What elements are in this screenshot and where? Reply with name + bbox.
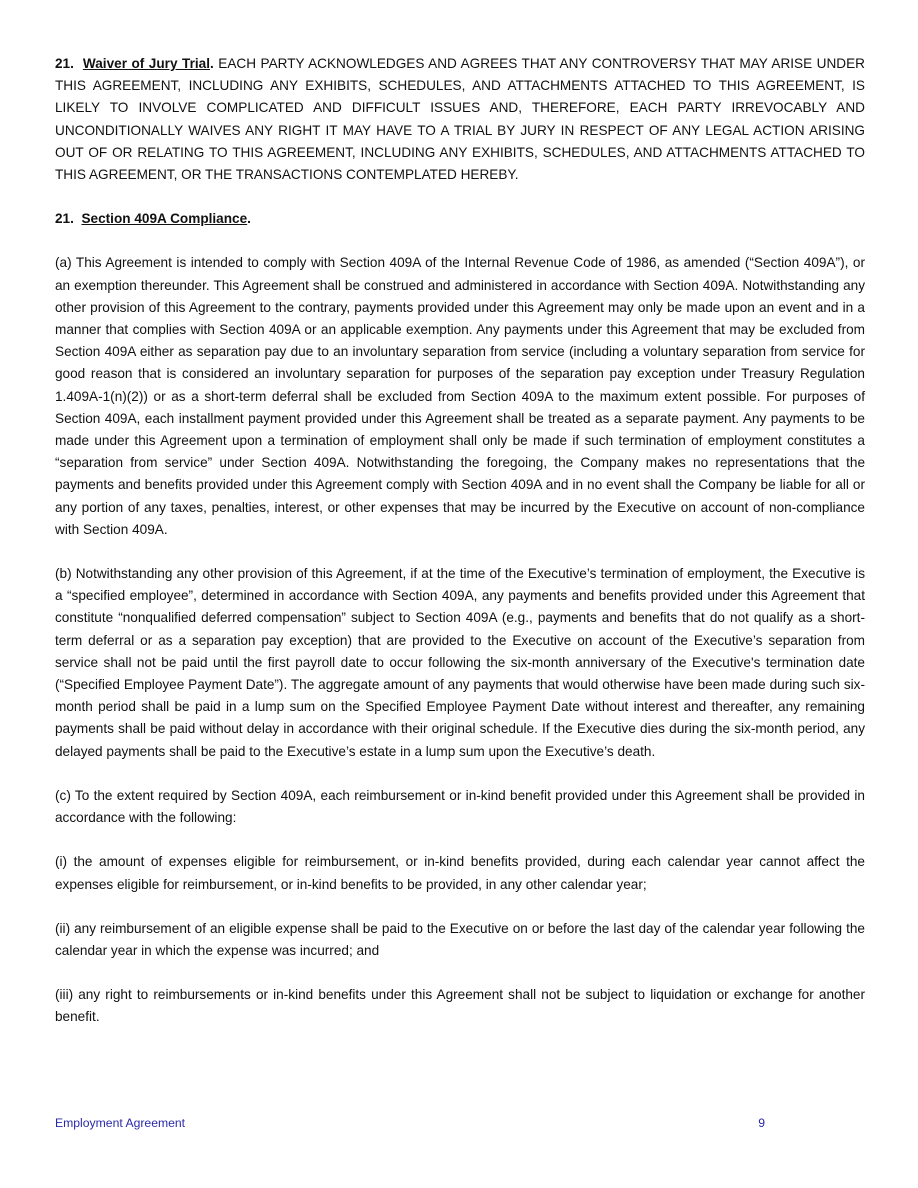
paragraph-a: (a) This Agreement is intended to comply with Section 409A of the Internal Revenue Code of 1986, as amended (“Section 409A”), or an exemption thereunder. This Agreement shall be construed and administered in accordance with Section 409A. Notwithstanding any other provision of this Agreement to the contrary, payments provided under this Agreement may only be made upon an event and in a manner that complies with Section 409A or an applicable exemption. Any payments under this Agreement that may be excluded from Section 409A either as separation pay due to an involuntary separation from service (including a voluntary separation from service for good reason that is considered an involuntary separation for purposes of the separation pay exception under Treasury Regulation 1.409A-1(n)(2)) or as a short-term deferral shall be excluded from Section 409A to the maximum extent possible. For purposes of Section 409A, each installment payment provided under this Agreement shall be treated as a separate payment. Any payments to be made under this Agreement upon a termination of employment shall only be made if such termination of employment constitutes a “separation from service” under Section 409A. Notwithstanding the foregoing, the Company makes no representations that the payments and benefits provided under this Agreement comply with Section 409A and in no event shall the Company be liable for all or any portion of any taxes, penalties, interest, or other expenses that may be incurred by the Executive on account of non-compliance with Section 409A. xyxy=(55,255,865,537)
section-number: 21. xyxy=(55,211,74,227)
section-body: EACH PARTY ACKNOWLEDGES AND AGREES THAT ANY CONTROVERSY THAT MAY ARISE UNDER THIS AGREEMENT, INCLUDING ANY EXHIBITS, SCHEDULES, AND ATTACHMENTS ATTACHED TO THIS AGREEMENT, IS LIKELY TO INVOLVE COMPLICATED AND DIFFICULT ISSUES AND, THEREFORE, EACH PARTY IRREVOCABLY AND UNCONDITIONALLY WAIVES ANY RIGHT IT MAY HAVE TO A TRIAL BY JURY IN RESPECT OF ANY LEGAL ACTION ARISING OUT OF OR RELATING TO THIS AGREEMENT, INCLUDING ANY EXHIBITS, SCHEDULES, AND ATTACHMENTS ATTACHED TO THIS AGREEMENT, OR THE TRANSACTIONS CONTEMPLATED HEREBY. xyxy=(55,56,866,183)
section-title: Section 409A Compliance xyxy=(81,211,248,227)
paragraph-iii: (iii) any right to reimbursements or in-kind benefits under this Agreement shall not be subject to liquidation or exchange for another benefit. xyxy=(55,987,865,1025)
paragraph-c: (c) To the extent required by Section 409A, each reimbursement or in-kind benefit provided under this Agreement shall be provided in accordance with the following: xyxy=(55,787,865,826)
footer-page-number: 9 xyxy=(758,1116,765,1130)
section-jury-waiver xyxy=(55,53,865,186)
paragraph-b: (b) Notwithstanding any other provision of this Agreement, if at the time of the Executive’s termination of employment, the Executive is a “specified employee”, determined in accordance with Section 409A, any payments and benefits provided under this Agreement that constitute “nonqualified deferred compensation” subject to Section 409A (e.g., payments and benefits that do not qualify as a short-term deferral or as a separation pay exception) that are provided to the Executive on account of the Executive’s separation from service shall not be paid until the first payroll date to occur following the six-month anniversary of the Executive's termination date (“Specified Employee Payment Date”). The aggregate amount of any payments that would otherwise have been made during such six-month period shall be paid in a lump sum on the Specified Employee Payment Date without interest and thereafter, any remaining payments shall be paid without delay in accordance with their original schedule. If the Executive dies during the six-month period, any delayed payments shall be paid to the Executive’s estate in a lump sum upon the Executive’s death. xyxy=(55,566,865,759)
paragraph-ii: (ii) any reimbursement of an eligible expense shall be paid to the Executive on or before the last day of the calendar year following the calendar year in which the expense was incurred; and xyxy=(55,920,865,958)
section-title-period: . xyxy=(209,56,214,71)
section-409a-heading xyxy=(55,208,865,230)
paragraph-i: (i) the amount of expenses eligible for reimbursement, or in-kind benefits provided, during each calendar year cannot affect the expenses eligible for reimbursement, or in-kind benefits to be provided, in any other calendar year; xyxy=(55,854,865,892)
section-title-period: . xyxy=(247,211,251,227)
document-page xyxy=(55,53,865,1051)
section-title: Waiver of Jury Trial xyxy=(82,56,210,71)
footer-title: Employment Agreement xyxy=(55,1116,186,1130)
section-number: 21. xyxy=(55,56,74,71)
